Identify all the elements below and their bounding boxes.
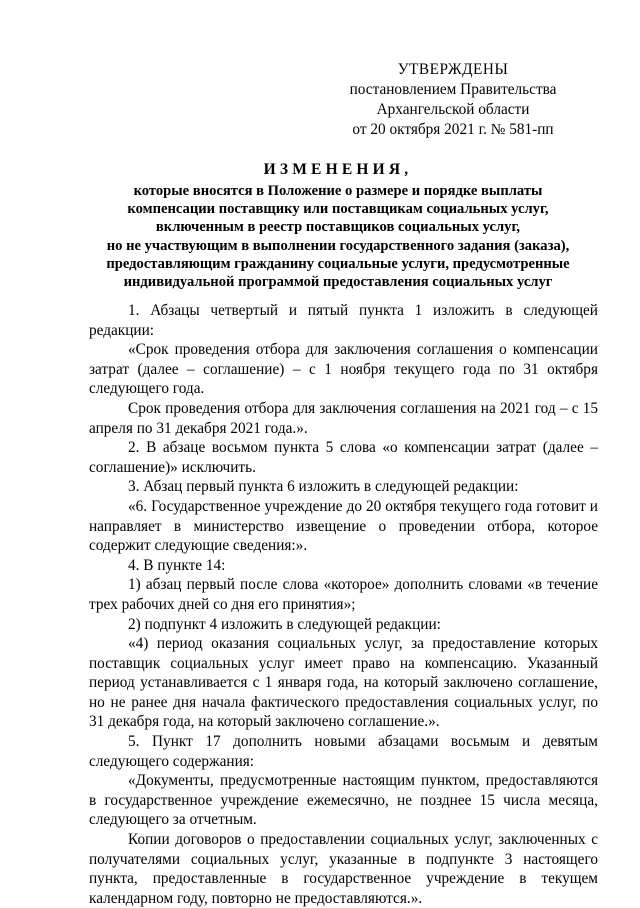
title-line: индивидуальной программой предоставления социальных услуг — [123, 274, 553, 291]
approved-line: Архангельской области — [376, 101, 530, 118]
title-line: предоставляющим гражданину социальные услуги, предусмотренные — [106, 255, 570, 272]
approved-line: от 20 октября 2021 г. № 581-пп — [352, 121, 554, 138]
paragraph: «Документы, предусмотренные настоящим пунктом, предоставляются в государственное учреждение ежемесячно, не позднее 15 числа месяца, следующего за отчетным. — [89, 772, 598, 829]
title-line: включенным в реестр поставщиков социальных услуг, — [155, 219, 521, 236]
title-subtitle — [88, 182, 588, 291]
approved-line: постановлением Правительства — [349, 81, 557, 98]
paragraph: «4) период оказания социальных услуг, за предоставление которых поставщик социальных услуг имеет право на компенсацию. Указанный период устанавливается с 1 января года, на который заключено соглашение, но не ранее дня начала фактического предоставления социальных услуг, по 31 декабря года, на который заключено соглашение.». — [89, 635, 598, 731]
paragraph: «Срок проведения отбора для заключения соглашения о компенсации затрат (далее – соглашение) – с 1 ноября текущего года по 31 октября следующего года. — [89, 341, 598, 398]
title-line: которые вносятся в Положение о размере и порядке выплаты — [133, 183, 543, 199]
paragraph: 5. Пункт 17 дополнить новыми абзацами восьмым и девятым следующего содержания: — [89, 733, 598, 770]
document-body — [89, 301, 598, 908]
paragraph: 4. В пункте 14: — [128, 556, 226, 574]
paragraph: Копии договоров о предоставлении социальных услуг, заключенных с получателями социальных услуг, указанные в подпункте 3 настоящего пункта, предоставленные в государственное учреждение в текущем календарном году, повторно не предоставляются.». — [89, 831, 598, 907]
approved-heading: УТВЕРЖДЕНЫ — [397, 61, 509, 78]
title-line: но не участвующим в выполнении государственного задания (заказа), — [106, 237, 570, 254]
document-title — [88, 160, 588, 291]
paragraph: Срок проведения отбора для заключения соглашения на 2021 год – с 15 апреля по 31 декабря 2021 года.». — [89, 399, 598, 437]
title-line: компенсации поставщику или поставщикам социальных услуг, — [127, 201, 549, 218]
paragraph: 2) подпункт 4 изложить в следующей редакции: — [128, 615, 441, 633]
title-heading: ИЗМЕНЕНИЯ, — [263, 161, 413, 178]
paragraph: 1. Абзацы четвертый и пятый пункта 1 изложить в следующей редакции: — [89, 302, 598, 339]
paragraph: «6. Государственное учреждение до 20 октября текущего года готовит и направляет в министерство извещение о проведении отбора, которое содержит следующие сведения:». — [89, 497, 598, 555]
paragraph: 3. Абзац первый пункта 6 изложить в следующей редакции: — [128, 478, 519, 496]
paragraph: 1) абзац первый после слова «которое» дополнить словами «в течение трех рабочих дней со дня его принятия»; — [89, 576, 598, 613]
approval-stamp — [333, 60, 573, 140]
paragraph: 2. В абзаце восьмом пункта 5 слова «о компенсации затрат (далее – соглашение)» исключить. — [89, 439, 598, 476]
